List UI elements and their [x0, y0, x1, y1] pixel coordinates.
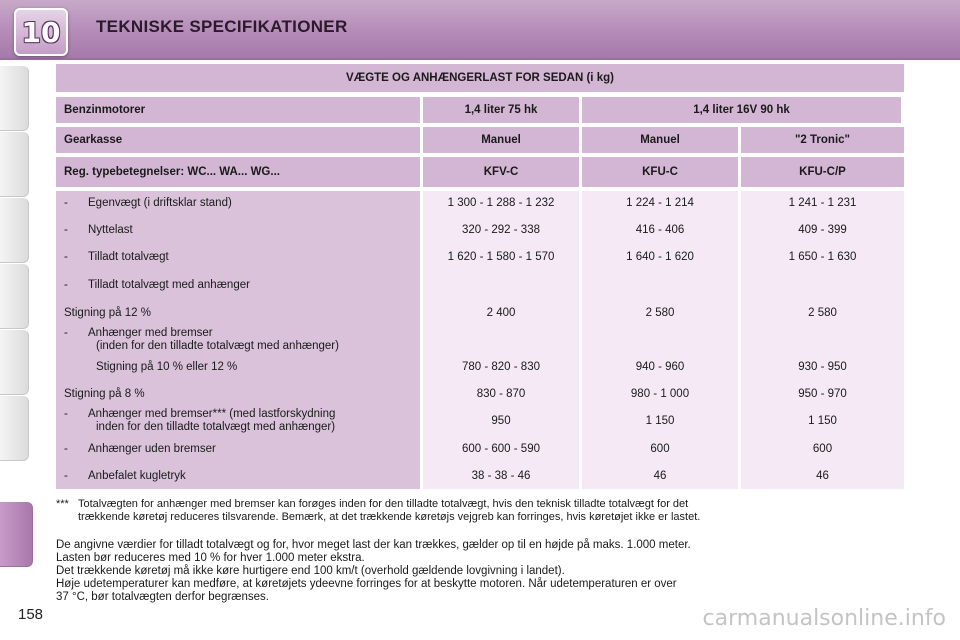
- type-row: [56, 157, 904, 187]
- value-cell: 830 - 870: [476, 388, 526, 400]
- chapter-header: [0, 0, 960, 60]
- paragraph-line: 37 °C, bør totalvægten derfor begrænses.: [56, 591, 269, 603]
- row-label: - Anbefalet kugletryk: [64, 470, 186, 482]
- type-2: KFU-C: [582, 157, 738, 187]
- value-cell: 930 - 950: [798, 361, 847, 373]
- value-column-kfu-c-p: [741, 191, 904, 489]
- row-label: Stigning på 8 %: [64, 388, 145, 400]
- value-cell: 600 - 600 - 590: [461, 443, 540, 455]
- value-cell: 950: [491, 415, 511, 427]
- value-cell: 2 580: [645, 307, 675, 319]
- watermark: carmanualsonline.info: [702, 606, 946, 631]
- value-cell: 600: [812, 443, 833, 455]
- chapter-tab[interactable]: [0, 132, 29, 197]
- value-cell: 38 - 38 - 46: [471, 470, 531, 482]
- engine-row: [56, 97, 904, 123]
- value-cell: 46: [816, 470, 829, 482]
- row-label: - Nyttelast: [64, 224, 133, 236]
- paragraph-line: Det trækkende køretøj må ikke køre hurtigere end 100 km/t (overhold gældende lovgivning i landet).: [56, 565, 565, 577]
- gearbox-1: Manuel: [423, 127, 579, 153]
- paragraph-line: De angivne værdier for tilladt totalvægt og for, hvor meget last der kan trækkes, gælder op til en højde på maks. 1.000 meter.: [56, 539, 691, 551]
- type-label: Reg. typebetegnelser: WC... WA... WG...: [56, 157, 420, 187]
- value-cell: 2 580: [808, 307, 837, 319]
- value-cell: 416 - 406: [635, 224, 685, 236]
- row-label: - Tilladt totalvægt: [64, 251, 169, 263]
- value-cell: 940 - 960: [635, 361, 685, 373]
- value-cell: 46: [653, 470, 667, 482]
- chapter-tab[interactable]: [0, 264, 29, 329]
- value-cell: 409 - 399: [798, 224, 847, 236]
- type-3: KFU-C/P: [741, 157, 904, 187]
- type-1: KFV-C: [423, 157, 579, 187]
- chapter-tab[interactable]: [0, 330, 29, 395]
- value-cell: 1 241 - 1 231: [788, 197, 857, 209]
- value-cell: 1 650 - 1 630: [788, 251, 857, 263]
- value-cell: 1 640 - 1 620: [626, 251, 694, 263]
- value-column-kfv-c: [423, 191, 579, 489]
- row-label: Stigning på 12 %: [64, 307, 151, 319]
- value-column-kfu-c: [582, 191, 738, 489]
- chapter-number-badge: 10: [14, 8, 68, 56]
- table-body: [56, 191, 904, 489]
- value-cell: 980 - 1 000: [630, 388, 690, 400]
- paragraph-line: Høje udetemperaturer kan medføre, at køretøjets ydeevne forringes for at beskytte motoren. Når udetemperaturen er over: [56, 578, 677, 590]
- chapter-tabs: [0, 60, 36, 560]
- engine-1: 1,4 liter 75 hk: [423, 97, 579, 123]
- footnote-line: trækkende køretøj reduceres tilsvarende. Bemærk, at det trækkende køretøjs vejgreb kan forringes, hvis køretøjet ikke er lastet.: [78, 511, 701, 523]
- weights-table: [56, 64, 904, 489]
- row-label: - Egenvægt (i driftsklar stand): [64, 197, 232, 209]
- gearbox-row: [56, 127, 904, 153]
- value-cell: 1 150: [808, 415, 837, 427]
- value-cell: 1 150: [645, 415, 675, 427]
- value-cell: 2 400: [486, 307, 516, 319]
- footnote-mark: ***: [56, 498, 69, 510]
- chapter-title: TEKNISKE SPECIFIKATIONER: [96, 17, 348, 36]
- engine-label: Benzinmotorer: [56, 97, 420, 123]
- row-label: - Anhænger med bremser*** (med lastforskydning inden for den tilladte totalvægt med anhænger): [64, 408, 336, 433]
- label-column: [56, 191, 420, 489]
- value-cell: 600: [650, 443, 670, 455]
- value-cell: 950 - 970: [798, 388, 847, 400]
- value-cell: 1 620 - 1 580 - 1 570: [447, 251, 555, 263]
- footnote-line: Totalvægten for anhænger med bremser kan forøges inden for den tilladte totalvægt, hvis den teknisk tilladte totalvægt for det: [78, 498, 689, 510]
- chapter-tab[interactable]: [0, 198, 29, 263]
- chapter-tab[interactable]: [0, 66, 29, 131]
- value-cell: 1 224 - 1 214: [626, 197, 694, 209]
- footnote: [56, 498, 904, 524]
- gearbox-3: "2 Tronic": [741, 127, 904, 153]
- page-number: 158: [18, 606, 44, 623]
- paragraph-line: Lasten bør reduceres med 10 % for hver 1.000 meter ekstra.: [56, 552, 365, 564]
- row-label: Stigning på 10 % eller 12 %: [96, 361, 238, 373]
- value-cell: 1 300 - 1 288 - 1 232: [447, 197, 555, 209]
- info-paragraph: [56, 539, 904, 604]
- engine-2: 1,4 liter 16V 90 hk: [582, 97, 901, 123]
- row-label: - Anhænger med bremser (inden for den tilladte totalvægt med anhænger): [64, 327, 339, 352]
- row-label: - Tilladt totalvægt med anhænger: [64, 279, 250, 291]
- table-caption: VÆGTE OG ANHÆNGERLAST FOR SEDAN (i kg): [56, 64, 904, 92]
- chapter-tab[interactable]: [0, 396, 29, 461]
- gearbox-label: Gearkasse: [56, 127, 420, 153]
- gearbox-2: Manuel: [582, 127, 738, 153]
- value-cell: 320 - 292 - 338: [461, 224, 540, 236]
- value-cell: 780 - 820 - 830: [461, 361, 540, 373]
- chapter-tab-active[interactable]: [0, 502, 33, 567]
- row-label: - Anhænger uden bremser: [64, 443, 216, 455]
